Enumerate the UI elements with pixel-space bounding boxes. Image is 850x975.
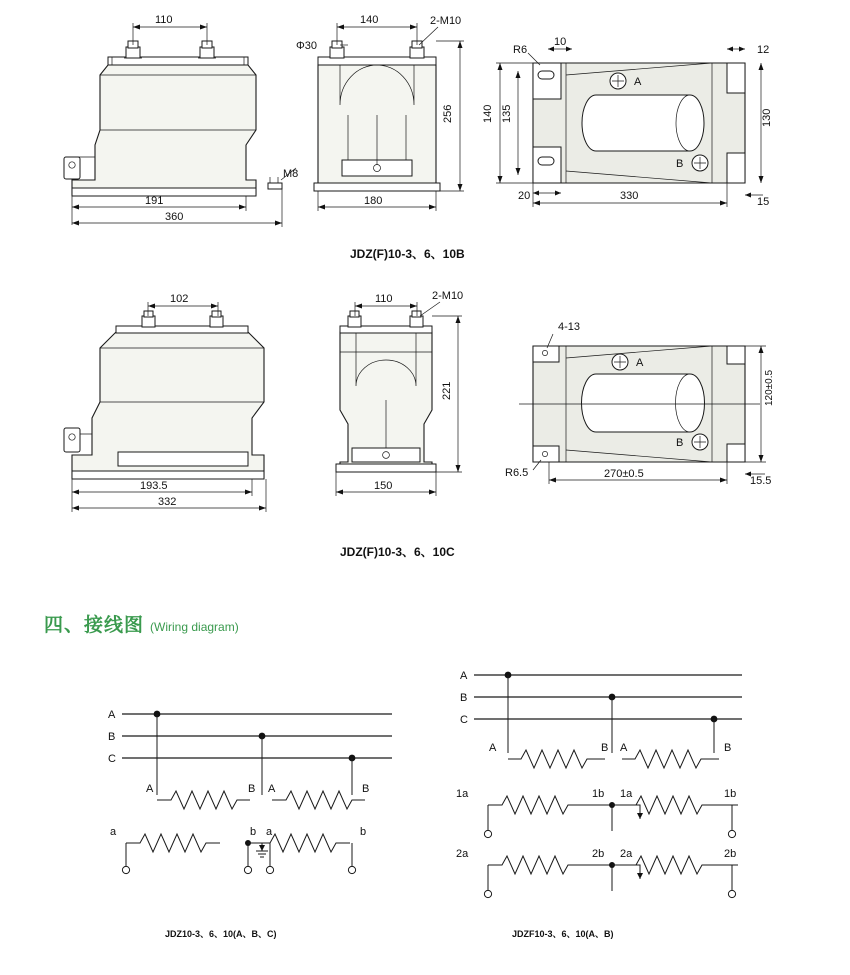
label-b: B: [676, 437, 684, 449]
secondary-1a-label: 1a: [456, 788, 469, 800]
dim-332: 332: [158, 496, 177, 508]
primary-b2-label: B: [724, 742, 732, 754]
dim-20: 20: [518, 190, 531, 202]
wiring-right-caption: JDZF10-3、6、10(A、B): [512, 929, 614, 939]
dim-15-5: 15.5: [750, 475, 772, 487]
phase-a-label: A: [108, 709, 116, 721]
wiring-left: [108, 709, 392, 939]
section-heading: [44, 610, 239, 637]
dim-r6: R6: [513, 44, 528, 56]
top-side-view: [296, 14, 464, 211]
dim-150: 150: [374, 480, 393, 492]
secondary-a2-label: a: [266, 826, 273, 838]
primary-a-label: A: [146, 783, 154, 795]
figure-top-caption: JDZ(F)10-3、6、10B: [350, 247, 465, 261]
label-b: B: [676, 158, 684, 170]
wiring-left-caption: JDZ10-3、6、10(A、B、C): [165, 929, 277, 939]
primary-a2-label: A: [620, 742, 628, 754]
dim-4-13: 4-13: [558, 321, 581, 333]
primary-a-label: A: [489, 742, 497, 754]
dim-120: 120±0.5: [764, 369, 775, 406]
top-plan-view: [482, 36, 773, 208]
primary-b-label: B: [601, 742, 609, 754]
bushing-terminal: [410, 311, 423, 327]
phase-b-label: B: [108, 731, 116, 743]
dim-191: 191: [145, 195, 164, 207]
dim-270: 270±0.5: [604, 468, 644, 480]
bushing-terminal: [142, 311, 155, 327]
top-front-view: [64, 14, 298, 227]
dim-330: 330: [620, 190, 639, 202]
secondary-2b2-label: 2b: [724, 848, 737, 860]
dim-140: 140: [360, 14, 379, 26]
mid-side-view: [336, 290, 463, 496]
label-a: A: [634, 76, 642, 88]
primary-b2-label: B: [362, 783, 370, 795]
dim-110: 110: [155, 14, 173, 26]
dim-193-5: 193.5: [140, 480, 168, 492]
figure-top: [0, 5, 850, 275]
dim-m8: M8: [283, 168, 299, 180]
primary-b-label: B: [248, 783, 256, 795]
figure-mid-caption: JDZ(F)10-3、6、10C: [340, 545, 455, 559]
dim-102: 102: [170, 293, 189, 305]
phase-a-label: A: [460, 670, 468, 682]
dim-15: 15: [757, 196, 770, 208]
mid-plan-view: [505, 321, 775, 487]
dim-phi30: Φ30: [296, 40, 318, 52]
dim-2m10-mid: 2-M10: [432, 290, 464, 302]
dim-130: 130: [761, 108, 773, 127]
secondary-a-label: a: [110, 826, 117, 838]
dim-110-mid: 110: [375, 293, 393, 305]
dim-12: 12: [757, 44, 770, 56]
secondary-2a-label: 2a: [456, 848, 469, 860]
secondary-2b-label: 2b: [592, 848, 605, 860]
dim-140-plan: 140: [482, 104, 494, 123]
secondary-b2-label: b: [360, 826, 367, 838]
dim-360: 360: [165, 211, 184, 223]
dim-135: 135: [501, 104, 513, 123]
bushing-terminal: [210, 311, 223, 327]
wiring-diagrams: [0, 655, 850, 975]
secondary-1b-label: 1b: [592, 788, 605, 800]
secondary-2a2-label: 2a: [620, 848, 633, 860]
primary-a2-label: A: [268, 783, 276, 795]
mid-front-view: [64, 293, 266, 512]
dim-r6-5: R6.5: [505, 467, 529, 479]
wiring-right: [456, 670, 742, 939]
dim-10: 10: [554, 36, 567, 48]
phase-c-label: C: [108, 753, 116, 765]
secondary-1b2-label: 1b: [724, 788, 737, 800]
dim-2m10: 2-M10: [430, 15, 462, 27]
bushing-terminal: [348, 311, 361, 327]
dim-256: 256: [442, 104, 454, 123]
phase-b-label: B: [460, 692, 468, 704]
dim-221: 221: [441, 381, 453, 400]
dim-180: 180: [364, 195, 383, 207]
phase-c-label: C: [460, 714, 468, 726]
section-title-cn: 四、接线图: [44, 615, 145, 636]
secondary-b-label: b: [250, 826, 257, 838]
section-title-en: (Wiring diagram): [150, 620, 239, 634]
label-a: A: [636, 357, 644, 369]
secondary-1a2-label: 1a: [620, 788, 633, 800]
figure-mid: [0, 290, 850, 580]
